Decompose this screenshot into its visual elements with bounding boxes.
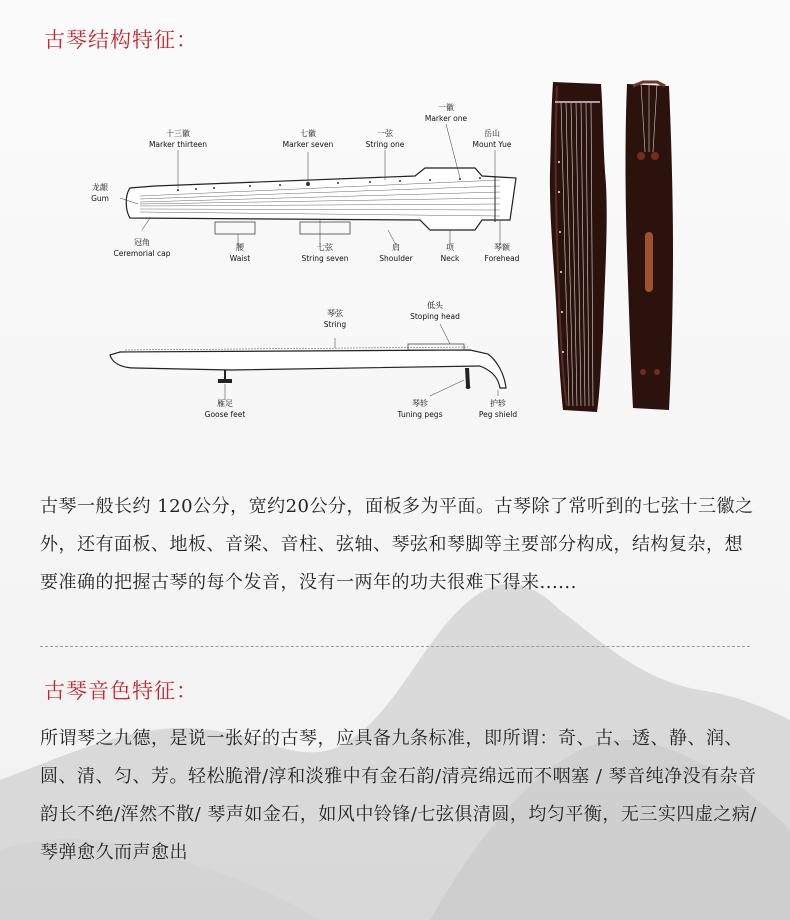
label-waist-cn: 腰 [236,243,244,252]
section-title-timbre: 古琴音色特征： [44,679,198,703]
label-shoulder-en: Shoulder [379,254,413,263]
label-mount-yue-en: Mount Yue [472,140,512,149]
label-string-one-en: String one [365,140,405,149]
label-peg-shield-en: Peg shield [478,410,518,419]
label-forehead-en: Forehead [484,254,520,263]
label-string-cn: 琴弦 [327,309,343,318]
label-tuning-pegs-cn: 琴轸 [412,399,428,408]
timbre-description: 所谓琴之九德，是说一张好的古琴，应具备九条标准，即所谓：奇、古、透、静、润、圆、清、匀、芳。轻松脆滑/淳和淡雅中有金石韵/清亮绵远而不咽塞 / 琴音纯净没有杂音韵长不绝/浑然不散/ 琴声如金石，如风中铃锋/七弦俱清圆，均匀平衡，无三实四虚之病/琴弹愈久而声愈出 [40,728,757,863]
qin-structure-diagram [80,100,540,430]
label-marker-seven-cn: 七徽 [300,129,316,138]
section-divider [40,646,750,647]
label-mount-yue-cn: 岳山 [484,129,500,138]
label-forehead-cn: 琴额 [494,243,510,252]
label-waist-en: Waist [229,254,251,263]
label-gum-en: Gum [91,194,109,203]
label-cap-cn: 冠角 [134,238,150,247]
label-sloping-head-cn: 低头 [427,301,443,310]
label-peg-shield-cn: 护轸 [490,399,506,408]
label-string-seven-en: String seven [301,254,349,263]
label-marker-seven-en: Marker seven [282,140,334,149]
label-marker-one-en: Marker one [424,114,468,123]
label-shoulder-cn: 肩 [392,243,400,252]
label-goose-feet-cn: 雁足 [217,399,233,408]
label-neck-cn: 项 [446,243,454,252]
label-string-en: String [323,320,347,329]
label-string-seven-cn: 七弦 [317,243,333,252]
guqin-photo [545,72,685,422]
label-marker-thirteen-en: Marker thirteen [148,140,208,149]
label-gum-cn: 龙龈 [92,183,108,192]
label-tuning-pegs-en: Tuning pegs [397,410,443,419]
label-string-one-cn: 一弦 [377,129,393,138]
label-neck-en: Neck [440,254,460,263]
label-marker-one-cn: 一徽 [438,103,454,112]
section-title-structure: 古琴结构特征： [44,28,198,52]
structure-description: 古琴一般长约 120公分，宽约20公分，面板多为平面。古琴除了常听到的七弦十三徽之外，还有面板、地板、音梁、音柱、弦轴、琴弦和琴脚等主要部分构成，结构复杂，想要准确的把握古琴的每个发音，没有一两年的功夫很难下得来...... [40,496,754,593]
label-sloping-head-en: Stoping head [410,312,460,321]
label-goose-feet-en: Goose feet [204,410,246,419]
label-marker-thirteen-cn: 十三徽 [166,129,190,138]
label-cap-en: Ceremorial cap [113,249,171,258]
